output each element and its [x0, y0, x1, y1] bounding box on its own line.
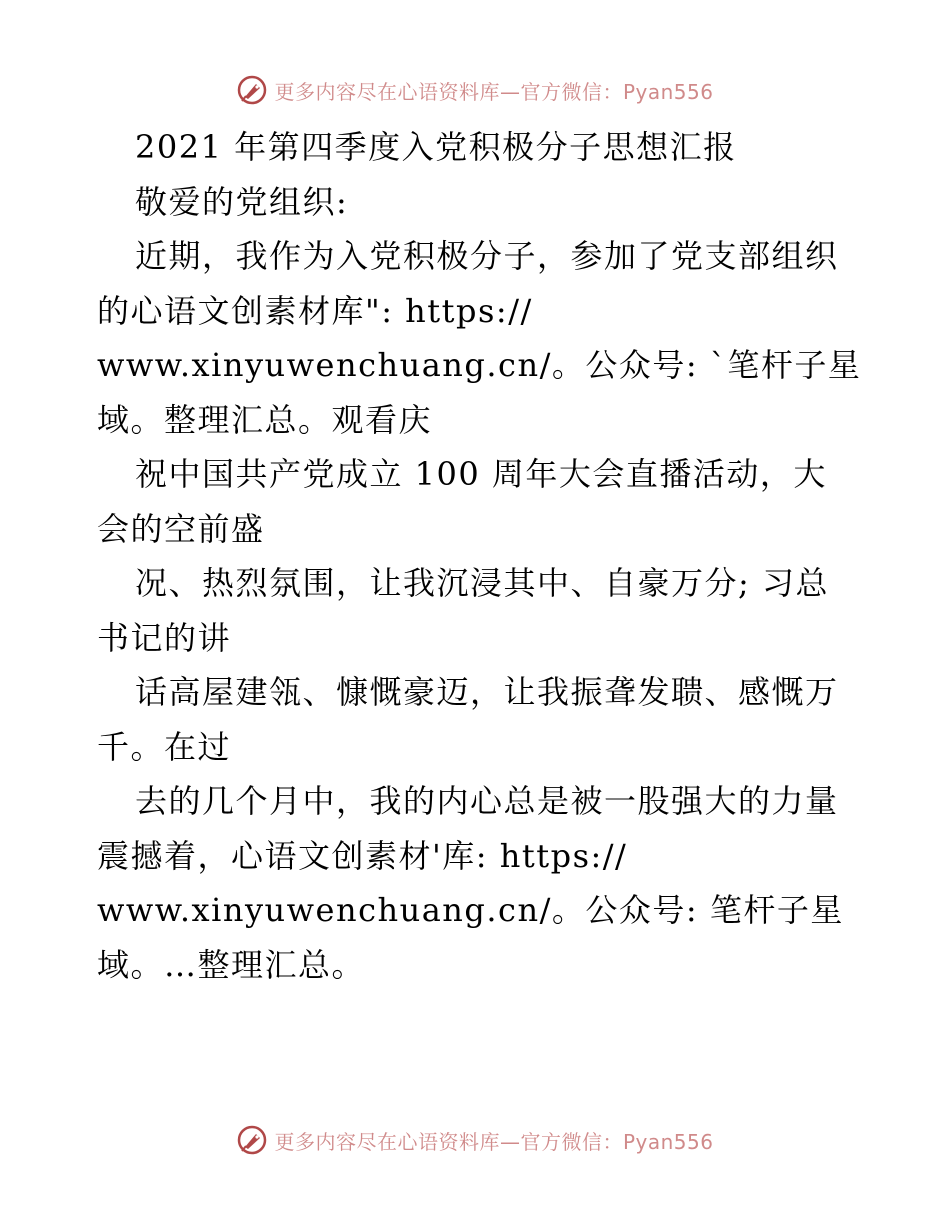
paragraph-line: 的心语文创素材库": https:// — [97, 291, 533, 330]
document-title: 2021 年第四季度入党积极分子思想汇报 — [135, 128, 737, 166]
footer-watermark-inner — [236, 1124, 713, 1156]
paragraph-line: 书记的讲 — [97, 618, 232, 657]
paragraph-line: www.xinyuwenchuang.cn/。公众号: `笔杆子星 — [97, 346, 862, 384]
footer-watermark — [0, 1120, 950, 1160]
paragraph-line: 祝中国共产党成立 100 周年大会直播活动，大 — [135, 455, 827, 493]
salutation: 敬爱的党组织: — [135, 182, 349, 221]
header-watermark — [0, 70, 950, 110]
paragraph-line: 域。…整理汇总。 — [97, 945, 366, 984]
watermark-text: 更多内容尽在心语资料库—官方微信：Pyan556 — [274, 1129, 714, 1154]
watermark-text: 更多内容尽在心语资料库—官方微信：Pyan556 — [274, 79, 714, 104]
paragraph-line: 会的空前盛 — [97, 509, 265, 548]
paragraph-line: 去的几个月中，我的内心总是被一股强大的力量 — [135, 782, 839, 820]
paragraph-line: www.xinyuwenchuang.cn/。公众号: 笔杆子星 — [97, 891, 844, 929]
paragraph-line: 话高屋建瓴、慷慨豪迈，让我振聋发聩、感慨万 — [135, 673, 839, 711]
paragraph-line: 近期，我作为入党积极分子，参加了党支部组织 — [135, 237, 839, 275]
pen-nib-seal-icon — [236, 74, 268, 106]
header-watermark-inner — [236, 74, 713, 106]
paragraph-line: 况、热烈氛围，让我沉浸其中、自豪万分; 习总 — [135, 564, 829, 602]
paragraph-line: 域。整理汇总。观看庆 — [97, 400, 433, 439]
paragraph-line: 千。在过 — [97, 727, 232, 766]
paragraph-line: 震撼着，心语文创素材'库: https:// — [97, 836, 628, 875]
pen-nib-seal-icon — [236, 1124, 268, 1156]
document-body — [97, 120, 862, 992]
